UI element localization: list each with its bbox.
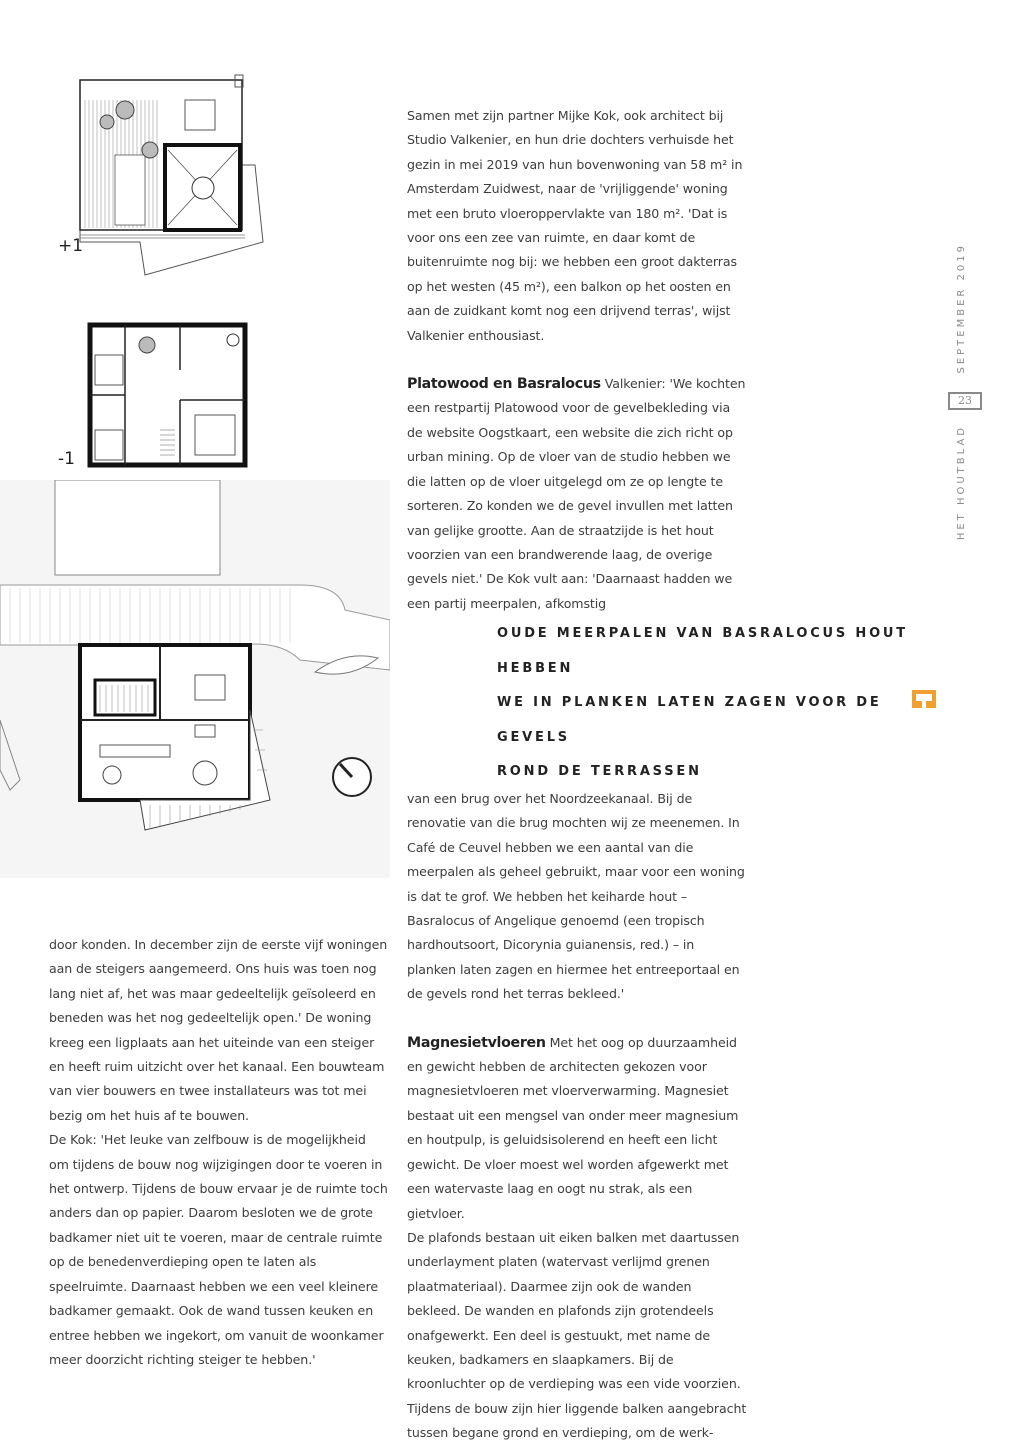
article-column-left xyxy=(49,933,389,1372)
pull-quote xyxy=(497,617,937,790)
paragraph-steiger: door konden. In december zijn de eerste vijf woningen aan de steigers aangemeerd. Ons huis was toen nog lang niet af, het was maar gedeeltelijk geïsoleerd en beneden was het nog gedeeltelijk open.' De woning kreeg een ligplaats aan het uiteinde van een steiger en heeft ruim uitzicht over het kanaal. Een bouwteam van vier bouwers en twee installateurs was tot mei bezig om het huis af te bouwen. xyxy=(49,937,388,1123)
paragraph-plafonds: De plafonds bestaan uit eiken balken met daartussen underlayment platen (watervast verlijmd grenen plaatmateriaal). Daarmee zijn ook de wanden bekleed. De wanden en plafonds zijn grotendeels onafgewerkt. Een deel is gestuukt, met name de keuken, badkamers en slaapkamers. Bij de kroonluchter op de verdieping was een vide voorzien. Tijdens de bouw zijn hier liggende balken aangebracht tussen begane grond en verdieping, om de werk- xyxy=(407,1229,747,1441)
paragraph-zelfbouw: De Kok: 'Het leuke van zelfbouw is de mogelijkheid om tijdens de bouw nog wijzigingen door te voeren in het ontwerp. Tijdens de bouw ervaar je de ruimte toch anders dan op papier. Daarom besloten we de grote badkamer niet uit te voeren, maar de centrale ruimte op de benedenverdieping open te laten als speelruimte. Daarnaast hebben we een veel kleinere badkamer gemaakt. Ook de wand tussen keuken en entree hebben we ingekort, om vanuit de woonkamer meer doorzicht richting steiger te hebben.' xyxy=(49,1132,388,1367)
floor-plan-upper xyxy=(55,70,275,285)
article-column-right-bottom xyxy=(407,787,747,1446)
page-number-badge: 23 xyxy=(948,392,982,410)
paragraph-platowood-text: Valkenier: 'We kochten een restpartij Platowood voor de gevelbekleding via de website Oogstkaart, een website die zich richt op urban mining. Op de vloer van de studio hebben we die latten op de vloer uitgelegd om ze op lengte te sorteren. Zo konden we de gevel invullen met latten van gelijke grootte. Aan de straatzijde is het hout voorzien van een brandwerende laag, de overige gevels niet.' De Kok vult aan: 'Daarnaast hadden we een partij meerpalen, afkomstig xyxy=(407,376,746,611)
pull-quote-line-2: WE IN PLANKEN LATEN ZAGEN VOOR DE GEVELS xyxy=(497,695,882,745)
subheading-platowood: Platowood en Basralocus xyxy=(407,376,601,393)
sidebar-magazine: HET HOUTBLAD xyxy=(956,425,967,541)
subheading-magnesiet: Magnesietvloeren xyxy=(407,1034,546,1051)
floor-label-upper: +1 xyxy=(58,236,84,256)
pull-quote-line-1: OUDE MEERPALEN VAN BASRALOCUS HOUT HEBBEN xyxy=(497,626,908,676)
quote-mark-icon xyxy=(912,690,936,708)
paragraph-intro: Samen met zijn partner Mijke Kok, ook architect bij Studio Valkenier, en hun drie dochters verhuisde het gezin in mei 2019 van hun bovenwoning van 58 m² in Amsterdam Zuidwest, naar de 'vrijliggende' woning met een bruto vloeroppervlakte van 180 m². 'Dat is voor ons een zee van ruimte, en daar komt de buitenruimte nog bij: we hebben een groot dakterras op het westen (45 m²), een balkon op het oosten en aan de zuidkant komt nog een drijvend terras', wijst Valkenier enthousiast. xyxy=(407,108,743,343)
floor-label-lower: -1 xyxy=(58,449,75,469)
pull-quote-line-3: ROND DE TERRASSEN xyxy=(497,764,702,780)
floor-plan-lower xyxy=(85,320,250,470)
paragraph-magnesiet xyxy=(407,1031,747,1226)
sidebar-issue: SEPTEMBER 2019 xyxy=(956,243,967,374)
paragraph-bridge: van een brug over het Noordzeekanaal. Bij de renovatie van die brug mochten wij ze meenemen. In Café de Ceuvel hebben we een aantal van die meerpalen als geheel gebruikt, maar voor een woning is dat te grof. We hebben het keiharde hout – Basralocus of Angelique genoemd (een tropisch hardhoutsoort, Dicorynia guianensis, red.) – in planken laten zagen en hiermee het entreeportaal en de gevels rond het terras bekleed.' xyxy=(407,791,745,1002)
site-plan xyxy=(0,480,390,880)
paragraph-magnesiet-text: Met het oog op duurzaamheid en gewicht hebben de architecten gekozen voor magnesietvloeren met vloerverwarming. Magnesiet bestaat uit een mengsel van onder meer magnesium en houtpulp, is geluidsisolerend en heeft een licht gewicht. De vloer moest wel worden afgewerkt met een watervaste laag en oogt nu strak, als een gietvloer. xyxy=(407,1034,739,1221)
article-column-right-top xyxy=(407,104,747,616)
paragraph-platowood xyxy=(407,372,747,616)
